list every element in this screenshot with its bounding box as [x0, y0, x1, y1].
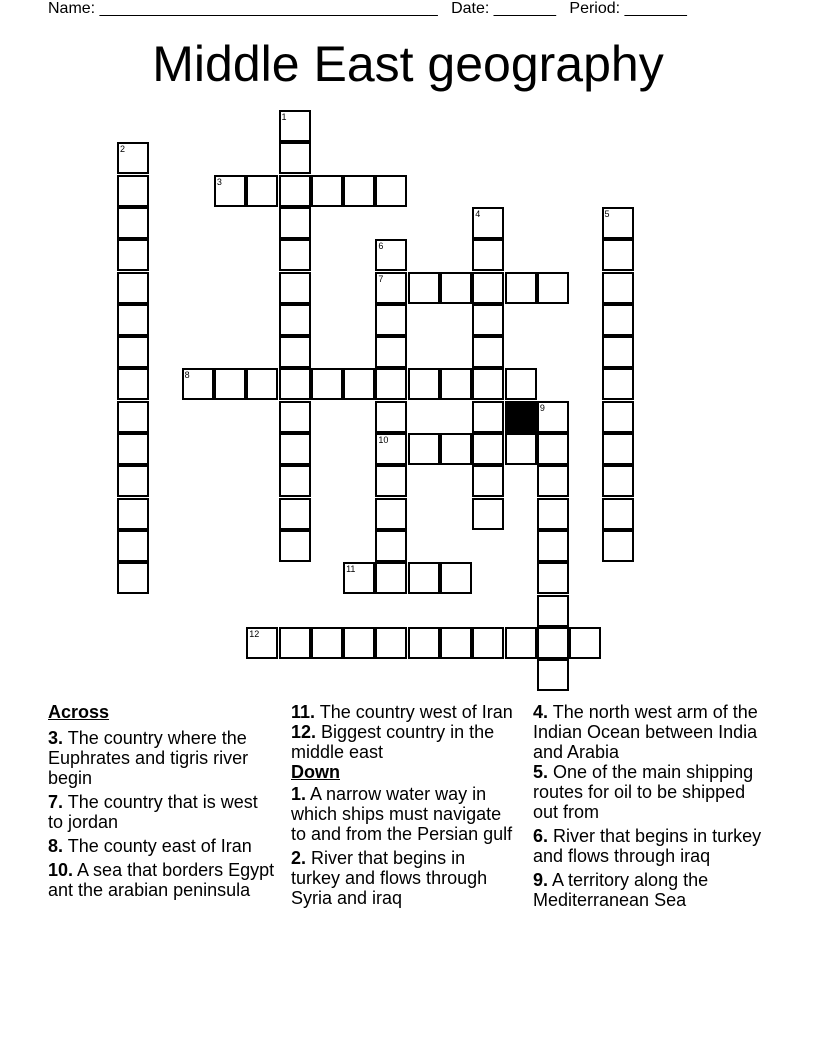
grid-cell[interactable]	[117, 207, 149, 239]
grid-cell[interactable]	[343, 175, 375, 207]
across-clue-11: 11. The country west of Iran	[291, 702, 513, 722]
grid-cell[interactable]	[602, 336, 634, 368]
grid-cell[interactable]	[279, 142, 311, 174]
clue-number: 5	[604, 208, 610, 219]
grid-cell[interactable]	[472, 336, 504, 368]
grid-cell[interactable]	[375, 239, 407, 271]
clue-number: 8	[184, 370, 190, 381]
grid-cell[interactable]	[472, 239, 504, 271]
grid-cell[interactable]	[602, 239, 634, 271]
grid-cell[interactable]	[537, 562, 569, 594]
page-title: Middle East geography	[152, 36, 664, 92]
grid-cell[interactable]	[408, 368, 440, 400]
grid-cell[interactable]	[311, 368, 343, 400]
grid-cell[interactable]	[182, 368, 214, 400]
grid-cell[interactable]	[602, 368, 634, 400]
clue-number: 4	[475, 208, 481, 219]
grid-cell[interactable]	[117, 368, 149, 400]
across-heading: Across	[48, 702, 110, 722]
grid-cell[interactable]	[602, 272, 634, 304]
grid-cell[interactable]	[602, 465, 634, 497]
grid-cell[interactable]	[279, 336, 311, 368]
grid-cell[interactable]	[537, 465, 569, 497]
grid-cell[interactable]	[472, 401, 504, 433]
grid-cell[interactable]	[537, 530, 569, 562]
grid-cell[interactable]	[537, 401, 569, 433]
grid-cell[interactable]	[602, 207, 634, 239]
grid-cell[interactable]	[408, 433, 440, 465]
grid-cell[interactable]	[279, 433, 311, 465]
grid-cell[interactable]	[375, 175, 407, 207]
grid-cell[interactable]	[505, 433, 537, 465]
across-clue-10: 10. A sea that borders Egypt ant the arabian peninsula	[48, 860, 275, 900]
grid-cell[interactable]	[279, 498, 311, 530]
grid-cell[interactable]	[472, 207, 504, 239]
down-clue-6: 6. River that begins in turkey and flows through iraq	[533, 826, 762, 866]
clue-number: 3	[216, 176, 222, 187]
grid-cell[interactable]	[246, 627, 278, 659]
clue-column-1	[48, 702, 276, 904]
across-clue-8: 8. The county east of Iran	[48, 836, 252, 856]
grid-cell[interactable]	[408, 272, 440, 304]
grid-cell[interactable]	[375, 530, 407, 562]
grid-cell[interactable]	[117, 142, 149, 174]
date-blank[interactable]: _______	[493, 0, 557, 17]
grid-cell[interactable]	[214, 175, 246, 207]
down-clue-2: 2. River that begins in turkey and flows through Syria and iraq	[291, 848, 488, 908]
down-heading: Down	[291, 762, 340, 782]
grid-cell[interactable]	[375, 498, 407, 530]
grid-cell[interactable]	[602, 304, 634, 336]
grid-cell[interactable]	[117, 465, 149, 497]
grid-cell[interactable]	[279, 530, 311, 562]
grid-cell[interactable]	[117, 304, 149, 336]
black-cell	[505, 401, 537, 433]
grid-cell[interactable]	[375, 433, 407, 465]
period-label: Period:	[569, 0, 621, 17]
grid-cell[interactable]	[279, 304, 311, 336]
grid-cell[interactable]	[472, 498, 504, 530]
grid-cell[interactable]	[117, 498, 149, 530]
across-clue-12: 12. Biggest country in the middle east	[291, 722, 495, 762]
grid-cell[interactable]	[343, 627, 375, 659]
down-clue-4: 4. The north west arm of the Indian Ocean between India and Arabia	[533, 702, 758, 762]
grid-cell[interactable]	[440, 433, 472, 465]
grid-cell[interactable]	[279, 207, 311, 239]
grid-cell[interactable]	[375, 401, 407, 433]
grid-cell[interactable]	[117, 272, 149, 304]
down-clue-1: 1. A narrow water way in which ships must navigate to and from the Persian gulf	[291, 784, 513, 844]
grid-cell[interactable]	[375, 368, 407, 400]
grid-cell[interactable]	[537, 659, 569, 691]
grid-cell[interactable]	[440, 272, 472, 304]
grid-cell[interactable]	[505, 368, 537, 400]
grid-cell[interactable]	[375, 627, 407, 659]
date-label: Date:	[451, 0, 490, 17]
grid-cell[interactable]	[117, 433, 149, 465]
grid-cell[interactable]	[537, 595, 569, 627]
grid-cell[interactable]	[505, 627, 537, 659]
clue-column-2	[291, 702, 519, 912]
grid-cell[interactable]	[343, 368, 375, 400]
grid-cell[interactable]	[537, 627, 569, 659]
grid-cell[interactable]	[375, 562, 407, 594]
clue-number: 12	[249, 628, 260, 639]
down-clue-9: 9. A territory along the Mediterranean Sea	[533, 870, 709, 910]
clue-column-3	[533, 702, 768, 914]
grid-cell[interactable]	[279, 627, 311, 659]
name-blank[interactable]: ______________________________________	[99, 0, 438, 17]
clue-number: 11	[346, 564, 356, 575]
grid-cell[interactable]	[472, 368, 504, 400]
grid-cell[interactable]	[375, 272, 407, 304]
grid-cell[interactable]	[408, 627, 440, 659]
grid-cell[interactable]	[279, 175, 311, 207]
grid-cell[interactable]	[472, 627, 504, 659]
across-clue-7: 7. The country that is west to jordan	[48, 792, 258, 832]
grid-cell[interactable]	[440, 368, 472, 400]
grid-cell[interactable]	[602, 401, 634, 433]
grid-cell[interactable]	[569, 627, 601, 659]
grid-cell[interactable]	[279, 401, 311, 433]
grid-cell[interactable]	[214, 368, 246, 400]
clue-number: 1	[281, 112, 287, 122]
grid-cell[interactable]	[375, 336, 407, 368]
grid-cell[interactable]	[279, 110, 311, 142]
grid-cell[interactable]	[537, 272, 569, 304]
grid-cell[interactable]	[472, 465, 504, 497]
grid-cell[interactable]	[440, 627, 472, 659]
grid-cell[interactable]	[279, 465, 311, 497]
grid-cell[interactable]	[311, 175, 343, 207]
grid-cell[interactable]	[537, 498, 569, 530]
clue-number: 7	[378, 273, 384, 284]
grid-cell[interactable]	[117, 401, 149, 433]
clue-number: 2	[120, 144, 126, 155]
grid-cell[interactable]	[602, 433, 634, 465]
down-clue-5: 5. One of the main shipping routes for oil to be shipped out from	[533, 762, 754, 822]
grid-cell[interactable]	[602, 530, 634, 562]
grid-cell[interactable]	[375, 465, 407, 497]
grid-cell[interactable]	[602, 498, 634, 530]
grid-cell[interactable]	[117, 239, 149, 271]
grid-cell[interactable]	[537, 433, 569, 465]
grid-cell[interactable]	[279, 368, 311, 400]
clue-number: 10	[378, 435, 389, 445]
grid-cell[interactable]	[246, 368, 278, 400]
grid-cell[interactable]	[472, 304, 504, 336]
grid-cell[interactable]	[117, 336, 149, 368]
grid-cell[interactable]	[440, 562, 472, 594]
grid-cell[interactable]	[246, 175, 278, 207]
grid-cell[interactable]	[117, 175, 149, 207]
name-label: Name:	[48, 0, 96, 17]
clue-number: 9	[539, 402, 545, 413]
grid-cell[interactable]	[117, 530, 149, 562]
grid-cell[interactable]	[343, 562, 375, 594]
grid-cell[interactable]	[505, 272, 537, 304]
grid-cell[interactable]	[279, 239, 311, 271]
clue-number: 6	[378, 241, 384, 252]
grid-cell[interactable]	[311, 627, 343, 659]
grid-cell[interactable]	[472, 433, 504, 465]
grid-cell[interactable]	[375, 304, 407, 336]
grid-cell[interactable]	[117, 562, 149, 594]
period-blank[interactable]: _______	[624, 0, 687, 17]
grid-cell[interactable]	[472, 272, 504, 304]
grid-cell[interactable]	[408, 562, 440, 594]
grid-cell[interactable]	[279, 272, 311, 304]
across-clue-3: 3. The country where the Euphrates and tigris river begin	[48, 728, 249, 788]
